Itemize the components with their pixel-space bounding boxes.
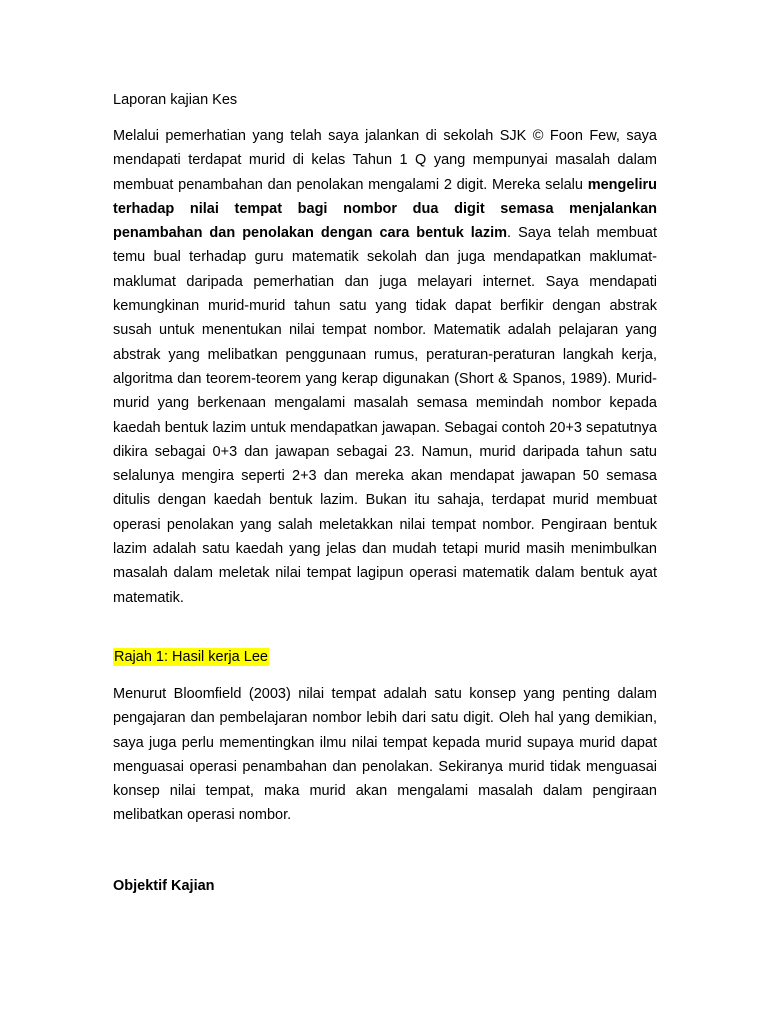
intro-paragraph: [113, 124, 657, 610]
bloomfield-paragraph: Menurut Bloomfield (2003) nilai tempat adalah satu konsep yang penting dalam pengajaran dan pembelajaran nombor lebih dari satu digit. Oleh hal yang demikian, saya juga perlu mementingkan ilmu nilai tempat kepada murid supaya murid dapat menguasai operasi penambahan dan penolakan. Sekiranya murid tidak menguasai konsep nilai tempat, maka murid akan mengalami masalah dalam pengiraan melibatkan operasi nombor.: [113, 686, 657, 824]
report-title: Laporan kajian Kes: [113, 92, 238, 108]
figure-caption: Rajah 1: Hasil kerja Lee: [114, 649, 268, 665]
intro-bold-text: mengeliru terhadap nilai tempat bagi nombor dua digit semasa menjalankan penambahan dan penolakan dengan cara bentuk lazim: [113, 176, 657, 242]
section-heading-objektif: Objektif Kajian: [113, 878, 215, 894]
intro-text-start: Melalui pemerhatian yang telah saya jalankan di sekolah SJK © Foon Few, saya mendapati terdapat murid di kelas Tahun 1 Q yang mempunyai masalah dalam membuat penambahan dan penolakan mengalami 2 digit. Mereka selalu: [113, 128, 657, 193]
intro-text-end: . Saya telah membuat temu bual terhadap guru matematik sekolah dan juga mendapatkan maklumat-maklumat daripada pemerhatian dan juga melayari internet. Saya mendapati kemungkinan murid-murid tahun satu yang tidak dapat berfikir dengan abstrak susah untuk menentukan nilai tempat nombor. Matematik adalah pelajaran yang abstrak yang melibatkan penggunaan rumus, peraturan-peraturan langkah kerja, algoritma dan teorem-teorem yang kerap digunakan (Short & Spanos, 1989). Murid-murid yang berkenaan mengalami masalah semasa memindah nombor kepada kaedah bentuk lazim untuk mendapatkan jawapan. Sebagai contoh 20+3 sepatutnya dikira sebagai 0+3 dan jawapan sebagai 23. Namun, murid daripada tahun satu selalunya mengira seperti 2+3 dan mereka akan mendapat jawapan 50 semasa ditulis dengan kaedah bentuk lazim. Bukan itu sahaja, terdapat murid membuat operasi penolakan yang salah meletakkan nilai tempat nombor. Pengiraan bentuk lazim adalah satu kaedah yang jelas dan mudah tetapi murid masih menimbulkan masalah dalam meletak nilai tempat lagipun operasi matematik dalam bentuk ayat matematik.: [113, 225, 657, 606]
